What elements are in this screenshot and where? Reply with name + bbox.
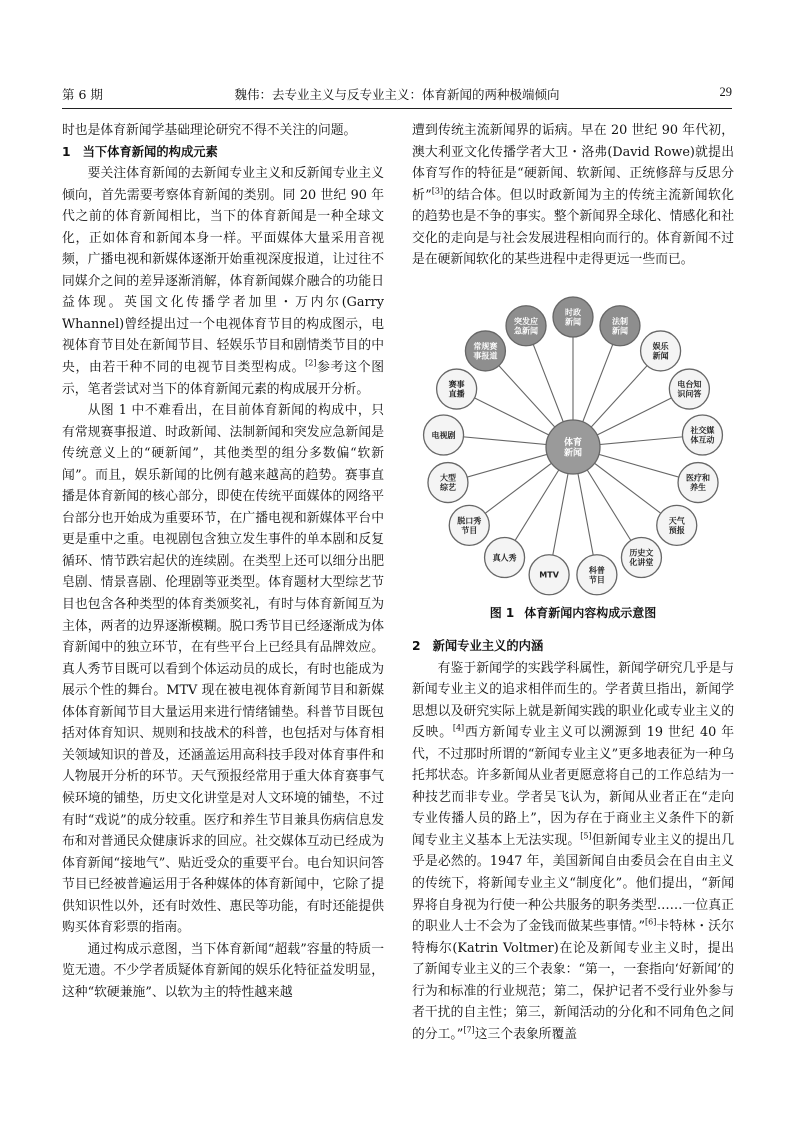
section-heading-2 <box>412 636 734 658</box>
paragraph: 从图 1 中不难看出，在目前体育新闻的构成中，只有常规赛事报道、时政新闻、法制新闻和突发应急新闻是传统意义上的“硬新闻”，其他类型的组分多数偏“软新闻”。而且，娱乐新闻的比例有越来越高的趋势。赛事直播是体育新闻的核心部分，即使在传统平面媒体的网络平台部分也开始成为重要环节，在广播电视和新媒体平台中更是重中之重。电视剧包含独立发生事件的单本剧和反复循环、情节跌宕起伏的连续剧。在类型上还可以细分出肥皂剧、情景喜剧、伦理剧等亚类型。体育题材大型综艺节目也包含各种类型的体育类颁奖礼，有时与体育新闻互为主体，两者的边界逐渐模糊。脱口秀节目已经逐渐成为体育新闻中的独立环节，在有些平台上已经具有品牌效应。真人秀节目既可以看到个体运动员的成长，有时也能成为展示个性的舞台。MTV 现在被电视体育新闻节目和新媒体体育新闻节目大量运用来进行情绪铺垫。科普节目既包括对体育知识、规则和技战术的科普，也包括对与体育相关领域知识的普及，还涵盖运用高科技手段对体育事件和人物展开分析的环节。天气预报经常用于重大体育赛事气候环境的铺垫，历史文化讲堂是对人文环境的铺垫，不过有时“戏说”的成分较重。医疗和养生节目兼具伤病信息发布和对普通民众健康诉求的回应。社交媒体互动已经成为体育新闻“接地气”、贴近受众的重要平台。电台知识问答节目已经被普遍运用于各种媒体的体育新闻中，它除了提供知识性以外，还有时效性、惠民等功能，有时还能提供购买体育彩票的指南。 <box>62 403 384 936</box>
node-label: 常规赛事报道 <box>473 342 498 361</box>
diagram-node <box>682 415 722 455</box>
page-number: 29 <box>719 85 732 99</box>
diagram-node <box>485 538 525 578</box>
node-label: MTV <box>539 570 559 580</box>
header-rule <box>62 108 732 109</box>
diagram-node <box>506 306 546 346</box>
section-title: 新闻专业主义的内涵 <box>432 639 544 653</box>
diagram-node <box>553 297 593 337</box>
issue-number: 第 6 期 <box>62 87 103 102</box>
figure-caption-text: 体育新闻内容构成示意图 <box>524 606 657 620</box>
section-heading-1 <box>62 142 384 164</box>
diagram-node <box>600 306 640 346</box>
node-label: 电视剧 <box>431 430 456 440</box>
diagram-node <box>437 369 477 409</box>
left-column <box>62 120 384 1003</box>
section-number: 1 <box>62 144 71 159</box>
section-title: 当下体育新闻的构成元素 <box>82 144 218 159</box>
node-label: 电台知识问答 <box>677 380 702 399</box>
reference-mark: [6] <box>645 917 657 927</box>
paragraph: 有鉴于新闻学的实践学科属性，新闻学研究几乎是与新闻专业主义的追求相伴而生的。学者黄旦指出，新闻学思想以及研究实际上就是新闻实践的职业化或专业主义的反映。[4]西方新闻专业主义可以溯源到 19 世纪 40 年代，不过那时所谓的“新闻专业主义”更多地表征为一种乌托邦状态。许多新闻从业者更愿意将自己的工作总结为一种技艺而非专业。学者吴飞认为，新闻从业者正在“走向专业传播人员的路上”，因为存在于商业主义条件下的新闻专业主义基本上无法实现。[5]但新闻专业主义的提出几乎是必然的。1947 年，美国新闻自由委员会在自由主义的传统下，将新闻专业主义“制度化”。他们提出，“新闻界将自身视为行使一种公共服务的职务类型……一位真正的职业人士不会为了金钱而做某些事情。”[6]卡特林・沃尔特梅尔(Katrin Voltmer)在论及新闻专业主义时，提出了新闻专业主义的三个表象：“第一，一套指向‘好新闻’的行为和标准的行业规范；第二，保护记者不受行业外参与者干扰的自主性；第三，新闻活动的分化和不同角色之间的分工。”[7]这三个表象所覆盖 <box>412 660 735 1042</box>
diagram-node <box>465 331 505 371</box>
paragraph-continued: 时也是体育新闻学基础理论研究不得不关注的问题。 <box>62 123 357 138</box>
right-column-top <box>412 120 734 271</box>
reference-mark: [7] <box>463 1025 475 1035</box>
node-label: 赛事直播 <box>448 380 465 399</box>
paragraph: 要关注体育新闻的去新闻专业主义和反新闻专业主义倾向，首先需要考察体育新闻的类别。同 20 世纪 90 年代之前的体育新闻相比，当下的体育新闻是一种全球文化，正如体育和新闻本身一样。平面媒体大量采用音视频，广播电视和新媒体逐渐开始重视深度报道，让过往不同媒介之间的差异逐渐消解，体育新闻媒介融合的功能日益体现。英国文化传播学者加里・万内尔(Garry Whannel)曾经提出过一个电视体育节目的构成图示，电视体育节目处在新闻节目、轻娱乐节目和剧情类节目的中央，由若干种不同的电视节目类型构成。[2]参考这个图示，笔者尝试对当下的体育新闻元素的构成展开分析。 <box>62 166 385 397</box>
reference-mark: [3] <box>431 186 444 196</box>
diagram-node <box>621 538 661 578</box>
reference-mark: [4] <box>452 723 465 733</box>
diagram-node <box>641 331 681 371</box>
node-label: 大型综艺 <box>439 473 456 493</box>
diagram-node <box>678 463 718 503</box>
node-label: 时政新闻 <box>565 308 581 327</box>
node-label: 娱乐新闻 <box>652 342 669 361</box>
diagram-node <box>657 505 697 545</box>
diagram-node <box>529 555 569 595</box>
node-label: 历史文化讲堂 <box>629 548 654 568</box>
figure-caption <box>412 604 734 621</box>
paragraph-continued: 遭到传统主流新闻界的诟病。早在 20 世纪 90 年代初，澳大利亚文化传播学者大卫・洛弗(David Rowe)就提出体育写作的特征是“硬新闻、软新闻、正统修辞与反思分析”[3]的结合体。但以时政新闻为主的传统主流新闻软化的趋势也是不争的事实。整个新闻界全球化、情感化和社交化的走向是与社会发展进程相向而行的。体育新闻不过是在硬新闻软化的某些进程中走得更远一些而已。 <box>412 123 734 268</box>
center-label: 体育新闻 <box>563 437 583 459</box>
node-label: 科普节目 <box>588 565 605 585</box>
node-label: 突发应急新闻 <box>514 316 539 336</box>
diagram-node <box>424 415 464 455</box>
reference-mark: [2] <box>305 358 317 368</box>
right-column-bottom <box>412 636 734 1045</box>
paragraph: 通过构成示意图，当下体育新闻“超载”容量的特质一览无遗。不少学者质疑体育新闻的娱乐化特征益发明显，这种“软硬兼施”、以软为主的特性越来越 <box>62 941 384 1000</box>
node-label: 天气预报 <box>668 516 685 535</box>
diagram-svg <box>412 292 734 597</box>
diagram-center <box>546 420 600 474</box>
reference-mark: [5] <box>580 831 592 841</box>
section-number: 2 <box>412 639 421 653</box>
running-header <box>62 83 732 105</box>
composition-diagram <box>412 292 734 597</box>
running-title: 魏伟：去专业主义与反专业主义：体育新闻的两种极端倾向 <box>234 87 560 102</box>
diagram-node <box>449 505 489 545</box>
diagram-node <box>577 555 617 595</box>
node-label: 脱口秀节目 <box>457 516 482 535</box>
node-label: 法制新闻 <box>611 316 628 336</box>
node-label: 社交媒体互动 <box>690 426 715 445</box>
node-label: 真人秀 <box>492 553 517 563</box>
diagram-node <box>669 369 709 409</box>
node-label: 医疗和养生 <box>686 473 711 493</box>
diagram-node <box>428 463 468 503</box>
figure-number: 图 1 <box>489 606 515 620</box>
